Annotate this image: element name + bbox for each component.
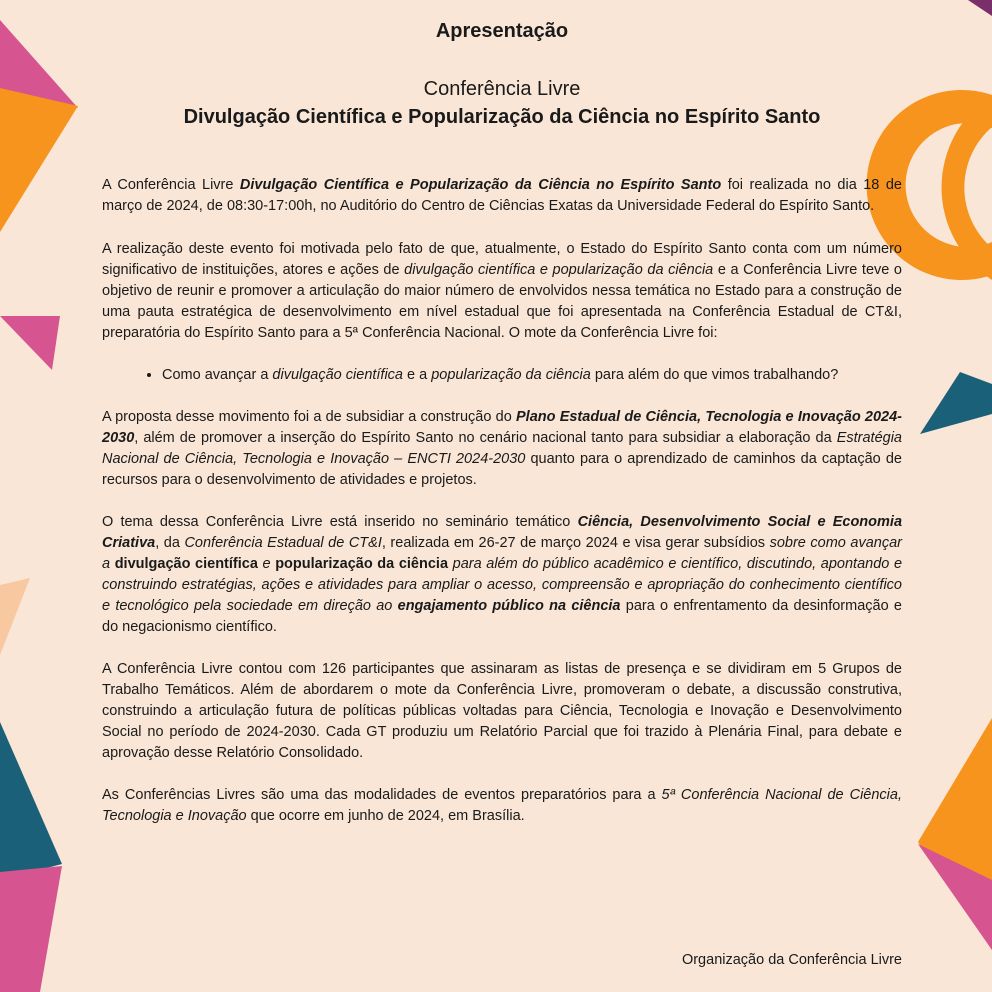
text-run: , realizada em 26-27 de março 2024 e visa gerar subsídios bbox=[381, 535, 770, 551]
text-run: , da bbox=[155, 535, 185, 551]
document-body bbox=[102, 175, 902, 848]
text-run: e bbox=[257, 556, 276, 572]
signature: Organização da Conferência Livre bbox=[681, 952, 902, 968]
text-run: para além do que vimos trabalhando? bbox=[590, 367, 839, 383]
text-run: A Conferência Livre contou com 126 participantes que assinaram as listas de presença e se dividiram em 5 Grupos de Trabalho Temáticos. Além de abordarem o mote da Conferência Livre, promoveram o debate, a discussão construtiva, construindo a articulação futura de políticas públicas voltadas para Ciência, Tecnologia e Inovação e Desenvolvimento Social no período de 2024-2030. Cada GT produziu um Relatório Parcial que foi trazido à Plenária Final, para debate e aprovação desse Relatório Consolidado. bbox=[102, 661, 902, 761]
text-run: sobre como avançar a bbox=[102, 535, 902, 572]
text-run: quanto para o aprendizado de caminhos da captação de recursos para o desenvolvimento de atividades e projetos. bbox=[102, 451, 902, 488]
text-run: As Conferências Livres são uma das modalidades de eventos preparatórios para a bbox=[102, 787, 662, 803]
text-run: foi realizada no dia 18 de março de 2024, de 08:30-17:00h, no Auditório do Centro de Ciências Exatas da Universidade Federal do Espírito Santo. bbox=[102, 177, 902, 214]
text-run: A proposta desse movimento foi a de subsidiar a construção do bbox=[102, 409, 516, 425]
paragraph-motivation bbox=[102, 239, 902, 344]
text-run: Ciência, Desenvolvimento Social e Economia Criativa bbox=[102, 514, 903, 551]
paragraph-participants bbox=[102, 659, 902, 764]
teal-triangle-right bbox=[920, 372, 992, 434]
text-run: divulgação científica e popularização da ciência bbox=[404, 262, 714, 278]
purple-shape-top-right bbox=[968, 0, 992, 16]
text-run: engajamento público na ciência bbox=[397, 598, 621, 614]
teal-triangle-bottom-left bbox=[0, 722, 62, 880]
text-run: e a bbox=[403, 367, 432, 383]
bullet-list bbox=[102, 365, 902, 386]
text-run: Conferência Estadual de CT&I bbox=[184, 535, 382, 551]
paragraph-intro bbox=[102, 175, 902, 217]
text-run: para o enfrentamento da desinformação e do negacionismo científico. bbox=[102, 598, 902, 635]
text-run: O tema dessa Conferência Livre está inserido no seminário temático bbox=[102, 514, 578, 530]
event-theme: Divulgação Científica e Popularização da Ciência no Espírito Santo bbox=[183, 106, 821, 128]
text-run: , além de promover a inserção do Espírito Santo no cenário nacional tanto para subsidiar a elaboração da bbox=[134, 430, 837, 446]
text-run: 5ª Conferência Nacional de Ciência, Tecnologia e Inovação bbox=[102, 787, 902, 824]
text-run: popularização da ciência bbox=[275, 556, 449, 572]
paragraph-theme bbox=[102, 512, 902, 638]
pink-triangle-left bbox=[0, 316, 60, 370]
text-run: divulgação científica bbox=[272, 367, 403, 383]
text-run: e a Conferência Livre teve o objetivo de reunir e promover a articulação do maior número de envolvidos nessa temática no Estado para a construção de uma pauta estratégica de desenvolvimento em nível estadual que foi apresentada na Conferência Estadual de CT&I, preparatória do Espírito Santo para a 5ª Conferência Nacional. O mote da Conferência Livre foi: bbox=[102, 262, 902, 341]
text-run: que ocorre em junho de 2024, em Brasília. bbox=[246, 808, 525, 824]
text-run: para além do público acadêmico e científico, discutindo, apontando e construindo estratégias, ações e atividades para ampliar o acesso, compreensão e apropriação do conhecimento científico e tecnológico pela sociedade em direção ao bbox=[102, 556, 903, 614]
text-run: Divulgação Científica e Popularização da Ciência no Espírito Santo bbox=[239, 177, 722, 193]
bullet-item bbox=[162, 365, 902, 386]
text-run: Plano Estadual de Ciência, Tecnologia e Inovação 2024-2030 bbox=[102, 409, 902, 446]
text-run: Estratégia Nacional de Ciência, Tecnologia e Inovação – ENCTI 2024-2030 bbox=[102, 430, 902, 467]
paragraph-proposal bbox=[102, 407, 902, 491]
text-run: A Conferência Livre bbox=[102, 177, 240, 193]
text-run: divulgação científica bbox=[114, 556, 258, 572]
event-name: Conferência Livre bbox=[423, 78, 581, 100]
paragraph-context bbox=[102, 785, 902, 827]
text-run: Como avançar a bbox=[162, 367, 273, 383]
pink-triangle-bottom-left bbox=[0, 866, 62, 992]
text-run: A realização deste evento foi motivada pelo fato de que, atualmente, o Estado do Espírito Santo conta com um número significativo de instituições, atores e ações de bbox=[102, 241, 902, 278]
peach-triangle-left bbox=[0, 578, 30, 655]
document-heading: Apresentação bbox=[435, 20, 569, 42]
text-run: popularização da ciência bbox=[431, 367, 591, 383]
